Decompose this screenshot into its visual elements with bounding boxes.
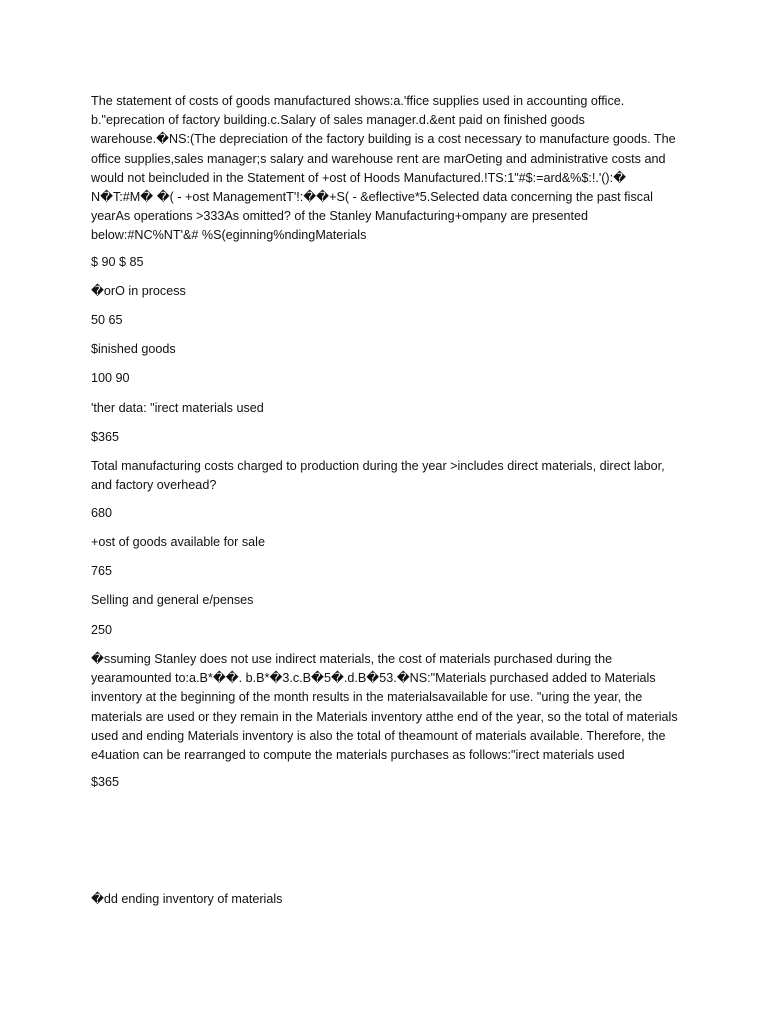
work-in-process-values: 50 65 [91,313,123,327]
total-manufacturing-costs-label: Total manufacturing costs charged to production during the year >includes direct materials, direct labor, and factory overhead? [91,459,665,493]
question-paragraph: �ssuming Stanley does not use indirect materials, the cost of materials purchased during the yearamounted to:a.B*��. b.B*�3.c.B�5�.d.B�53.�NS:"Materials purchased added to Materials inventory at the beginning of the month results in the materialsavailable for use. "uring the year, the materials are used or they remain in the Materials inventory atthe end of the year, so the total of materials used and ending Materials inventory is also the total of theamount of materials available. Therefore, the e4uation can be rearranged to compute the materials purchases as follows:"irect materials used [91,652,678,763]
cost-of-goods-available-value: 765 [91,564,113,578]
selling-general-expenses-value: 250 [91,623,113,637]
finished-goods-values: 100 90 [91,371,130,385]
total-manufacturing-costs-value: 680 [91,506,113,520]
add-ending-inventory-line: �dd ending inventory of materials [91,892,283,906]
selling-general-expenses-label: Selling and general e/penses [91,593,254,607]
work-in-process-label: �orO in process [91,284,186,298]
answer-value: $365 [91,775,120,789]
intro-paragraph: The statement of costs of goods manufactured shows:a.'ffice supplies used in accounting office. b."eprecation of factory building.c.Salary of sales manager.d.&ent paid on finished goods warehouse.�NS:(The depreciation of the factory building is a cost necessary to manufacture goods. The office supplies,sales manager;s salary and warehouse rent are marOeting and administrative costs and would not beincluded in the Statement of +ost of Hoods Manufactured.!TS:1"#$:=ard&%$:!.'():� N�T:#M� �( - +ost ManagementT'!:��+S( - &eflective*5.Selected data concerning the past fiscal yearAs operations >333As omitted? of the Stanley Manufacturing+ompany are presented below:#NC%NT'&# %S(eginning%ndingMaterials [91,94,676,243]
finished-goods-label: $inished goods [91,342,176,356]
materials-values: $ 90 $ 85 [91,255,144,269]
cost-of-goods-available-label: +ost of goods available for sale [91,535,265,549]
other-data-label: 'ther data: "irect materials used [91,401,264,415]
direct-materials-value: $365 [91,430,120,444]
